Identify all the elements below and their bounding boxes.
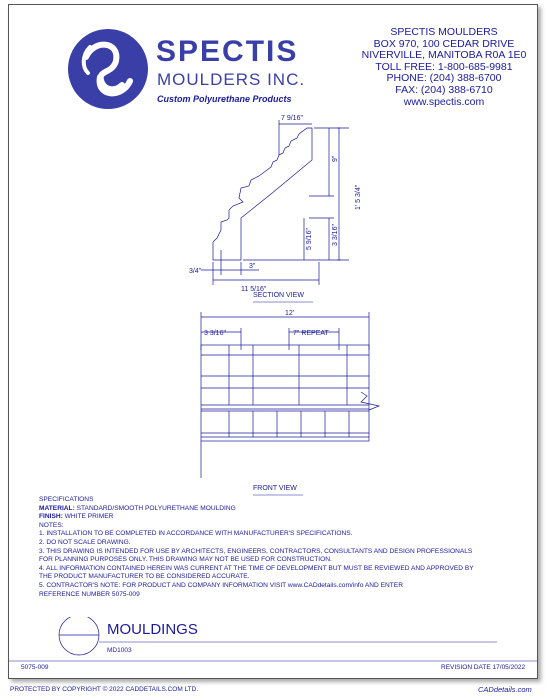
specifications-heading: SPECIFICATIONS bbox=[39, 496, 94, 503]
note-line: 3. THIS DRAWING IS INTENDED FOR USE BY ARCHITECTS, ENGINEERS, CONTRACTORS, CONSULTANTS AND DESIGN PROFESSIONALS bbox=[39, 547, 473, 555]
section-marker-icon bbox=[59, 617, 99, 655]
dim-top-width: 7 9/16" bbox=[281, 115, 303, 122]
company-name: SPECTIS MOULDERS bbox=[390, 26, 498, 38]
note-line: REFERENCE NUMBER 5075-009 bbox=[39, 590, 140, 598]
company-address-line1: BOX 970, 100 CEDAR DRIVE bbox=[373, 37, 515, 50]
notes-heading: NOTES: bbox=[39, 521, 64, 529]
caddetails-link[interactable]: CADdetails.com bbox=[478, 685, 532, 694]
finish-line bbox=[39, 513, 509, 522]
title-code: MD1003 bbox=[107, 647, 132, 654]
title-mouldings: MOULDINGS bbox=[107, 621, 198, 638]
front-view-label: FRONT VIEW bbox=[253, 485, 297, 492]
material-label: MATERIAL: bbox=[39, 504, 75, 512]
note-line: 5. CONTRACTOR'S NOTE: FOR PRODUCT AND COMPANY INFORMATION VISIT www.CADdetails.com/info AND ENTER bbox=[39, 581, 403, 589]
moulding-profile bbox=[213, 128, 312, 260]
company-info bbox=[339, 27, 549, 108]
specifications-block bbox=[39, 496, 509, 599]
dim-base-width: 3" bbox=[249, 263, 256, 270]
logo-tagline: Custom Polyurethane Products bbox=[157, 94, 292, 104]
dim-repeat: 7" REPEAT bbox=[293, 330, 329, 337]
company-toll-free: TOLL FREE: 1-800-685-9981 bbox=[375, 60, 513, 73]
front-view-drawing bbox=[189, 310, 394, 480]
dim-left-offset: 3/4" bbox=[189, 268, 202, 275]
section-view-underline bbox=[253, 301, 313, 303]
dim-mid-height: 5 9/16" bbox=[306, 228, 313, 250]
dim-start-offset: 3 3/16" bbox=[204, 330, 226, 337]
company-address-line2: NIVERVILLE, MANITOBA R0A 1E0 bbox=[361, 49, 527, 62]
material-line bbox=[39, 505, 509, 514]
section-view-label: SECTION VIEW bbox=[253, 292, 304, 299]
logo-emblem-icon bbox=[68, 29, 148, 109]
company-website: www.spectis.com bbox=[403, 95, 485, 108]
logo-brand-line2: MOULDERS INC. bbox=[157, 70, 306, 89]
note-line: 4. ALL INFORMATION CONTAINED HEREIN WAS CURRENT AT THE TIME OF DEVELOPMENT BUT MUST BE REVIEWED AND APPROVED BY bbox=[39, 564, 474, 572]
company-fax: FAX: (204) 388-6710 bbox=[395, 83, 493, 96]
dim-upper-height: 9" bbox=[332, 155, 339, 162]
dim-total-height: 1' 5 3/4" bbox=[355, 184, 362, 210]
dim-lower-height: 3 3/16" bbox=[332, 224, 339, 246]
note-line: FOR PLANNING PURPOSES ONLY. THIS DRAWING MAY NOT BE USED FOR CONSTRUCTION. bbox=[39, 556, 332, 564]
copyright-text: PROTECTED BY COPYRIGHT © 2022 CADDETAILS.COM LTD. bbox=[10, 686, 199, 693]
note-line: 2. DO NOT SCALE DRAWING. bbox=[39, 538, 131, 546]
section-view-drawing bbox=[189, 110, 389, 305]
revision-date: REVISION DATE 17/05/2022 bbox=[441, 664, 526, 671]
finish-value: WHITE PRIMER bbox=[62, 513, 114, 521]
note-line: THE PRODUCT MANUFACTURER TO BE CONSIDERED ACCURATE. bbox=[39, 573, 250, 581]
note-line: 1. INSTALLATION TO BE COMPLETED IN ACCORDANCE WITH MANUFACTURER'S SPECIFICATIONS. bbox=[39, 530, 353, 538]
dim-total-length: 12' bbox=[285, 310, 295, 317]
dim-total-width: 11 5/16" bbox=[241, 286, 267, 293]
footer-divider bbox=[9, 660, 537, 662]
drawing-number: 5075-009 bbox=[21, 664, 49, 671]
spectis-logo bbox=[64, 25, 314, 115]
finish-label: FINISH: bbox=[39, 513, 63, 521]
logo-brand-line1: SPECTIS bbox=[156, 35, 299, 68]
material-value: STANDARD/SMOOTH POLYURETHANE MOULDING bbox=[74, 504, 236, 512]
company-phone: PHONE: (204) 388-6700 bbox=[386, 72, 502, 85]
drawing-sheet bbox=[8, 4, 538, 679]
